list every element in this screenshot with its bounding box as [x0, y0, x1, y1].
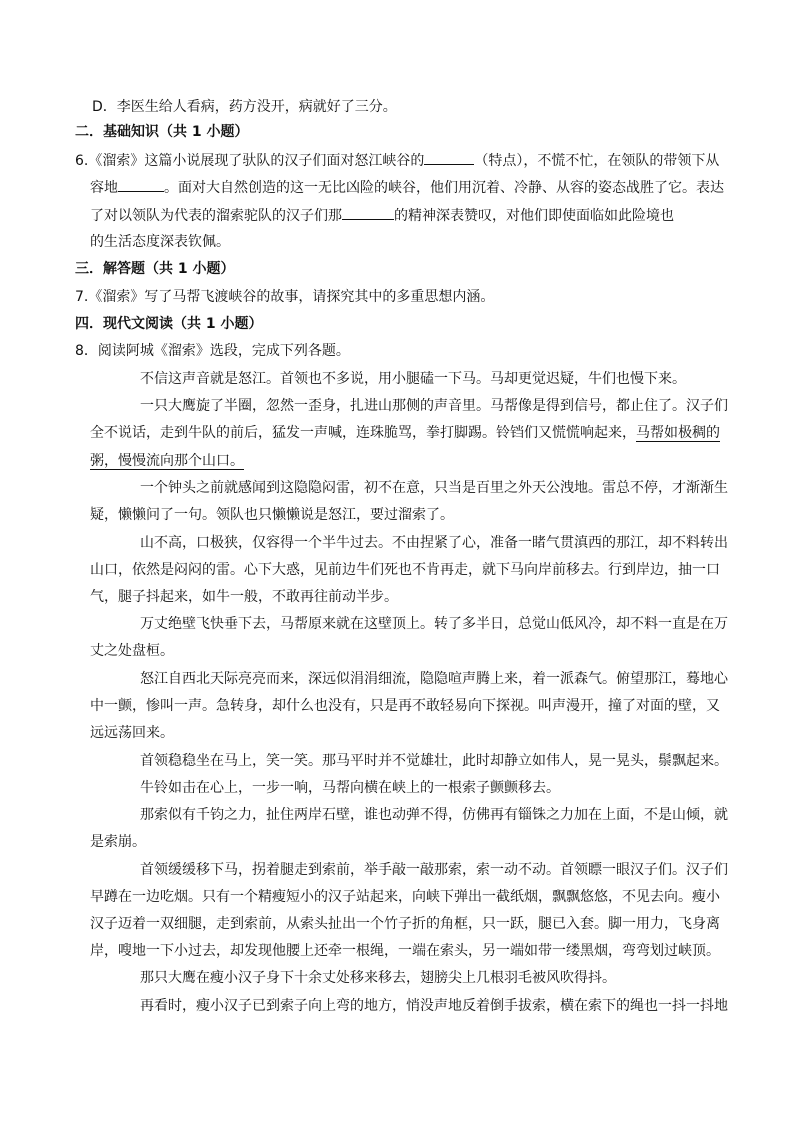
underlined-sentence-end: 粥，慢慢流向那个山口。: [90, 453, 244, 469]
option-d: D．李医生给人看病，药方没开，病就好了三分。: [92, 99, 397, 115]
q6-text-a: 6.《溜索》这篇小说展现了驮队的汉子们面对怒江峡谷的: [75, 153, 425, 169]
question-6-line-4: 的生活态度深表钦佩。: [90, 234, 230, 250]
passage-para-5-line-2: 丈之处盘桓。: [90, 643, 174, 659]
passage-para-5-line-1: 万丈绝壁飞快垂下去，马帮原来就在这壁顶上。转了多半日，总觉山低风冷，却不料一直是在万: [140, 616, 728, 632]
passage-para-2-line-2: [90, 423, 720, 443]
passage-para-10-line-4: 岸，嗖地一下小过去，却发现他腰上还牵一根绳，一端在索头，另一端如带一缕黑烟，弯弯划过峡顶。: [90, 943, 720, 959]
passage-para-6-line-3: 远远荡回来。: [90, 725, 174, 741]
passage-para-6-line-2: 中一颤，惨叫一声。急转身，却什么也没有，只是再不敢轻易向下探视。叫声漫开，撞了对面的壁，又: [90, 698, 720, 714]
passage-para-10-line-1: 首领缓缓移下马，拐着腿走到索前，举手敲一敲那索，索一动不动。首领瞟一眼汉子们。汉子们: [140, 862, 728, 878]
passage-para-3-line-2: 疑，懒懒问了一句。领队也只懒懒说是怒江，要过溜索了。: [90, 507, 454, 523]
passage-para-2-text: 全不说话，走到牛队的前后，猛发一声喊，连珠脆骂，拳打脚踢。铃铛们又慌慌响起来，: [90, 425, 636, 441]
passage-para-6-line-1: 怒江自西北天际亮亮而来，深远似涓涓细流，隐隐喧声腾上来，着一派森气。俯望那江，蓦地心: [140, 671, 728, 687]
question-7: 7.《溜索》写了马帮飞渡峡谷的故事，请探究其中的多重思想内涵。: [75, 289, 495, 305]
q6-text-e: 了对以领队为代表的溜索驼队的汉子们那: [90, 208, 342, 224]
passage-para-1: 不信这声音就是怒江。首领也不多说，用小腿磕一下马。马却更觉迟疑，牛们也慢下来。: [140, 371, 686, 387]
q6-text-c: 容地: [90, 180, 118, 196]
passage-para-11: 那只大鹰在瘦小汉子身下十余丈处移来移去，翅膀尖上几根羽毛被风吹得抖。: [140, 970, 616, 986]
q6-text-f: 的精神深表赞叹，对他们即使面临如此险境也: [394, 208, 674, 224]
passage-para-9-line-2: 是索崩。: [90, 834, 146, 850]
question-6-line-3: [90, 205, 674, 226]
passage-para-7: 首领稳稳坐在马上，笑一笑。那马平时并不觉雄壮，此时却静立如伟人，晃一晃头，鬃飘起来。: [140, 753, 728, 769]
question-6-line-2: [90, 177, 724, 198]
q6-blank-3[interactable]: [342, 205, 394, 220]
passage-para-10-line-3: 汉子迈着一双细腿，走到索前，从索头扯出一个竹子折的角框，只一跃，腿已入套。脚一用力，飞身离: [90, 916, 720, 932]
section-heading-reading: 四．现代文阅读（共 1 小题）: [75, 316, 263, 332]
q6-blank-2[interactable]: [118, 177, 164, 192]
q6-blank-1[interactable]: [424, 150, 474, 165]
passage-para-10-line-2: 早蹲在一边吃烟。只有一个精瘦短小的汉子站起来，向峡下弹出一截纸烟，飘飘悠悠，不见去向。瘦小: [90, 889, 720, 905]
passage-para-9-line-1: 那索似有千钧之力，扯住两岸石壁，谁也动弹不得，仿佛再有锱铢之力加在上面，不是山倾，就: [140, 807, 728, 823]
passage-para-2-line-3: [90, 451, 244, 471]
passage-para-4-line-1: 山不高，口极狭，仅容得一个半牛过去。不由捏紧了心，准备一睹气贯滇西的那江，却不料转出: [140, 535, 728, 551]
passage-para-4-line-2: 山口，依然是闷闷的雷。心下大惑，见前边牛们死也不肯再走，就下马向岸前移去。行到岸边，抽一口: [90, 562, 720, 578]
passage-para-8: 牛铃如击在心上，一步一响，马帮向横在峡上的一根索子颤颤移去。: [140, 780, 560, 796]
passage-para-2-line-1: 一只大鹰旋了半圈，忽然一歪身，扎进山那侧的声音里。马帮像是得到信号，都止住了。汉子们: [140, 398, 728, 414]
section-heading-answer: 三．解答题（共 1 小题）: [75, 261, 235, 277]
q6-text-d: 。面对大自然创造的这一无比凶险的峡谷，他们用沉着、冷静、从容的姿态战胜了它。表达: [164, 180, 724, 196]
question-8: 8．阅读阿城《溜索》选段，完成下列各题。: [75, 343, 350, 359]
section-heading-basic: 二．基础知识（共 1 小题）: [75, 124, 249, 140]
q6-text-b: （特点），不慌不忙，在领队的带领下从: [474, 153, 720, 169]
underlined-sentence-start: 马帮如极稠的: [636, 425, 720, 441]
passage-para-4-line-3: 气，腿子抖起来，如牛一般，不敢再往前动半步。: [90, 589, 398, 605]
passage-para-12: 再看时，瘦小汉子已到索子向上弯的地方，悄没声地反着倒手拔索，横在索下的绳也一抖一抖地: [140, 998, 728, 1014]
question-6-line-1: [75, 150, 719, 171]
passage-para-3-line-1: 一个钟头之前就感闻到这隐隐闷雷，初不在意，只当是百里之外天公洩地。雷总不停，才渐渐生: [140, 480, 728, 496]
